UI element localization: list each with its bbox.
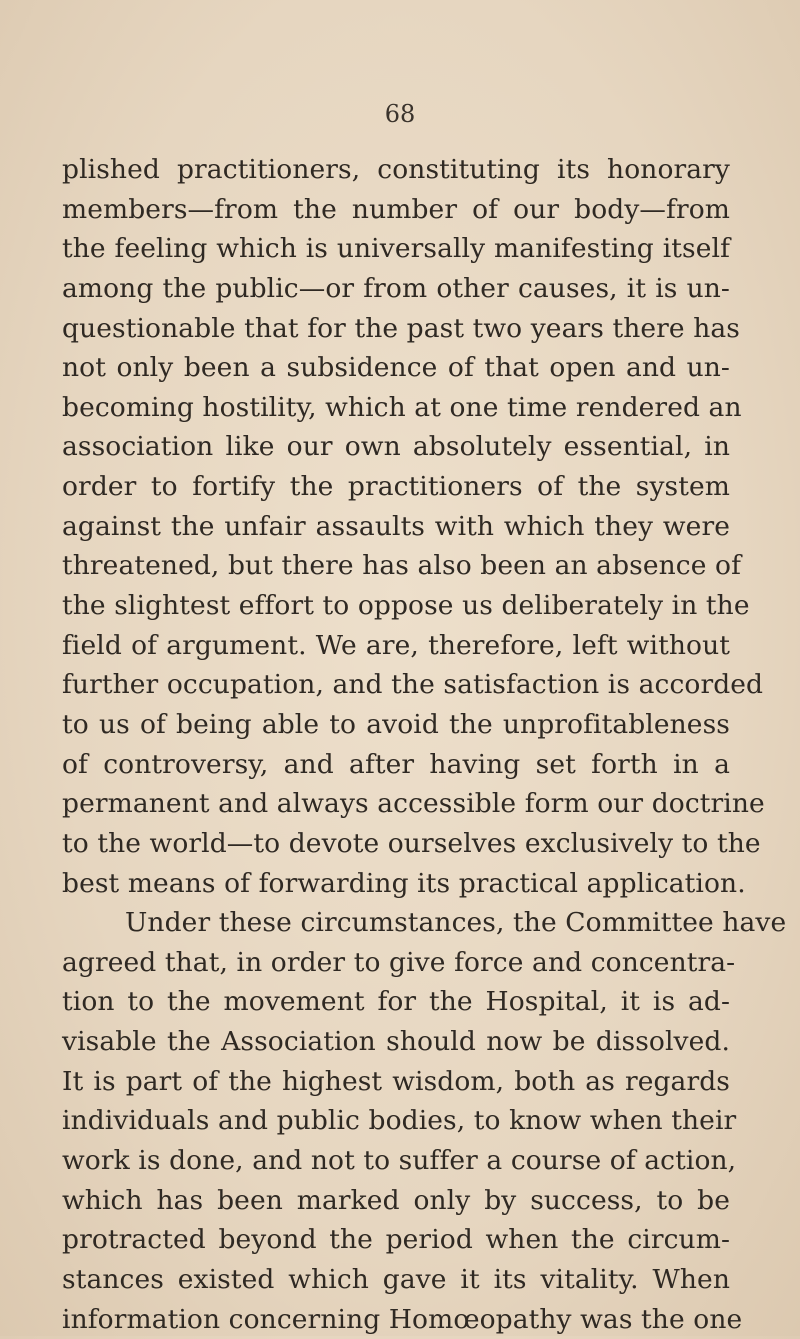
text-line: becoming hostility, which at one time rendered an: [62, 391, 742, 423]
text-line: agreed that, in order to give force and concentra-: [62, 946, 736, 978]
text-line: which has been marked only by success, to be: [62, 1184, 730, 1216]
text-line: visable the Association should now be dissolved.: [62, 1026, 730, 1058]
paragraph-start-line: Under these circumstances, the Committee have: [125, 907, 787, 939]
text-line: permanent and always accessible form our doctrine: [62, 788, 765, 820]
text-line: information concerning Homœopathy was the one: [62, 1303, 743, 1335]
paragraph-end-line: best means of forwarding its practical application.: [62, 867, 746, 899]
text-line: of controversy, and after having set forth in a: [62, 748, 730, 780]
text-line: work is done, and not to suffer a course of action,: [62, 1145, 737, 1177]
text-line: not only been a subsidence of that open and un-: [62, 352, 730, 384]
text-line: against the unfair assaults with which they were: [62, 510, 730, 542]
text-line: It is part of the highest wisdom, both as regards: [62, 1065, 730, 1097]
text-line: order to fortify the practitioners of the system: [62, 471, 730, 503]
page-number: 68: [384, 100, 416, 128]
text-line: the feeling which is universally manifesting itself: [62, 233, 730, 265]
text-line: association like our own absolutely essential, in: [62, 431, 730, 463]
text-line: questionable that for the past two years there has: [62, 312, 740, 344]
text-line: the slightest effort to oppose us deliberately in the: [62, 590, 750, 622]
text-line: threatened, but there has also been an absence of: [62, 550, 742, 582]
text-line: to the world—to devote ourselves exclusively to the: [62, 827, 761, 859]
text-line: individuals and public bodies, to know when their: [62, 1105, 737, 1137]
text-line: members—from the number of our body—from: [62, 193, 730, 225]
text-line: plished practitioners, constituting its honorary: [62, 154, 730, 185]
text-line: field of argument. We are, therefore, left without: [62, 629, 730, 661]
text-line: protracted beyond the period when the circum-: [62, 1224, 730, 1256]
text-line: among the public—or from other causes, it is un-: [62, 272, 730, 304]
text-line: further occupation, and the satisfaction is accorded: [62, 669, 764, 701]
text-line: to us of being able to avoid the unprofitableness: [62, 708, 730, 740]
body-text: [62, 150, 787, 1339]
text-line: stances existed which gave it its vitality. When: [62, 1263, 730, 1295]
text-line: tion to the movement for the Hospital, it is ad-: [62, 986, 730, 1018]
